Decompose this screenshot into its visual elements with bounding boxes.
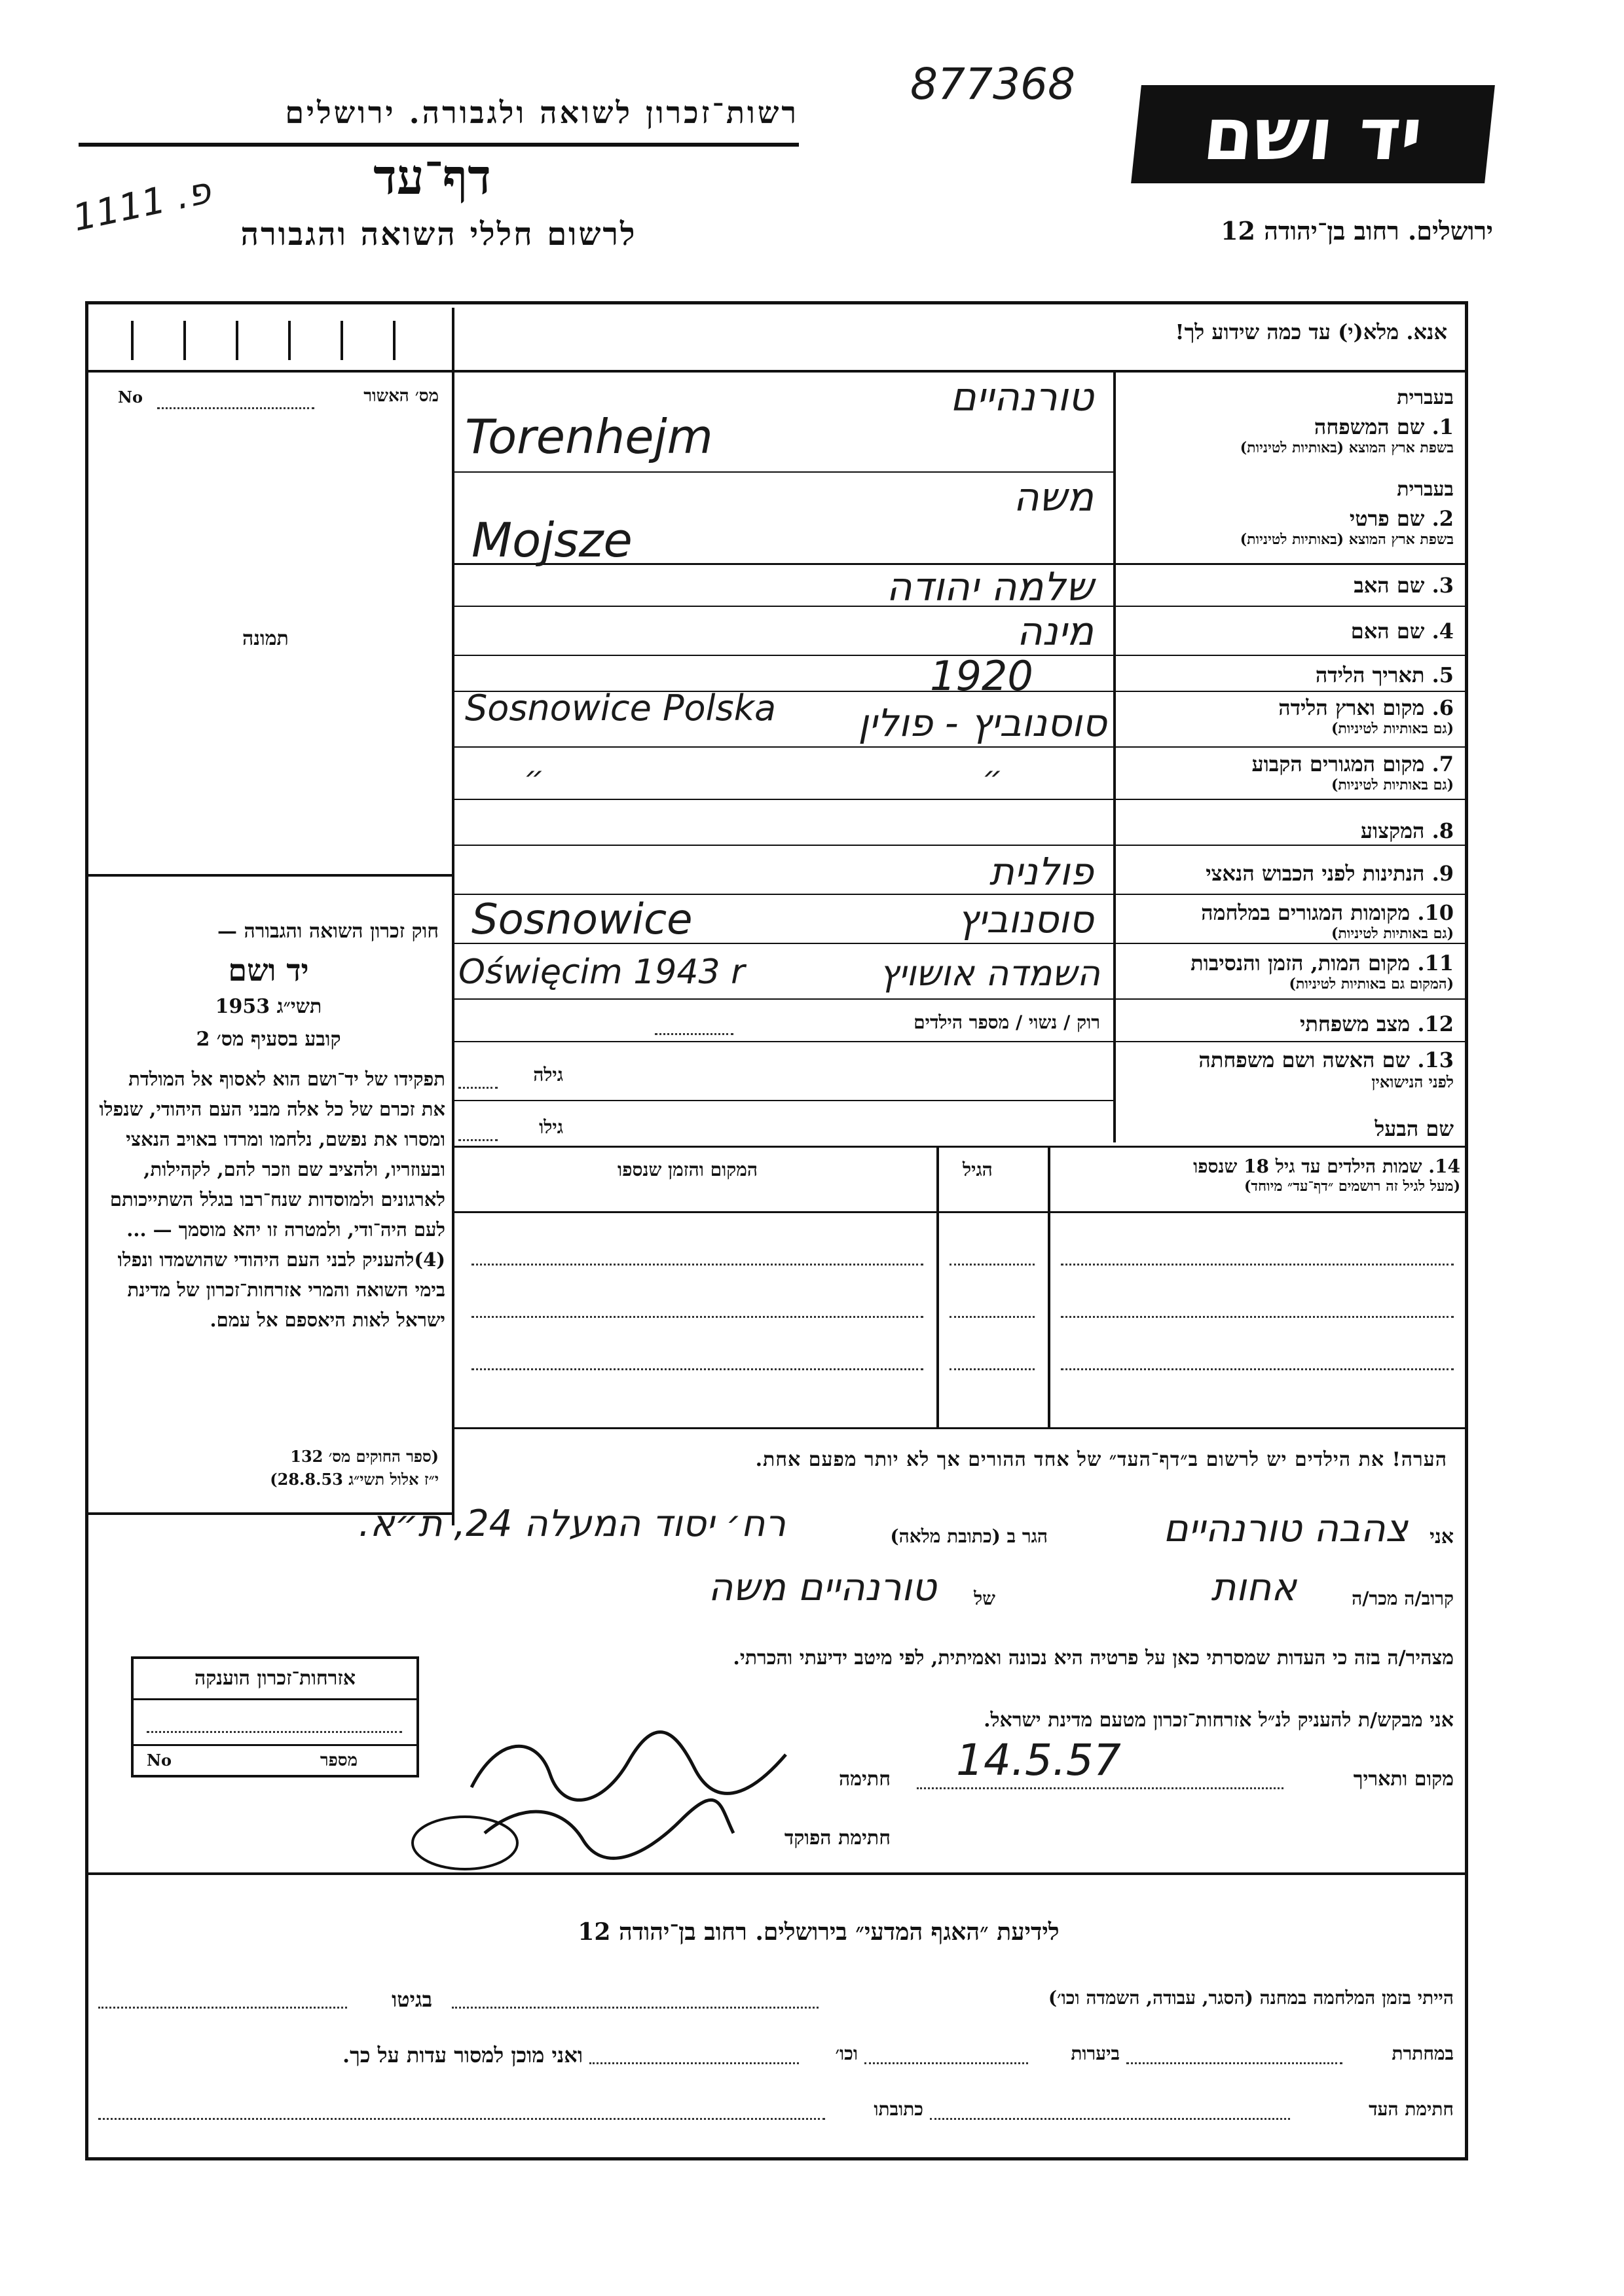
field-11: 11. מקום המות, הזמן והנסיבות (המקום גם באותיות לטיניות) (1190, 951, 1454, 993)
wife-maiden-label: גילה (533, 1064, 563, 1085)
science-line3b: כתובתו (874, 2098, 923, 2120)
decl-of: של (974, 1588, 995, 1609)
science-line2b: ביערות (1071, 2043, 1120, 2064)
citizenship: פולנית (989, 849, 1094, 894)
birth-place-hebrew: סוסנוביץ - פולין (858, 701, 1107, 745)
surname-hebrew: טורנהיים (950, 374, 1094, 420)
cert-no: No (118, 388, 143, 407)
relation-of-name: טורנהיים משה (708, 1565, 936, 1609)
decl-ani: אני (1430, 1525, 1454, 1548)
mother-name: מינה (1016, 609, 1094, 655)
science-title: לידיעת ״האגף המדעי״ בירושלים. רחוב בן־יהודה 12 (578, 1918, 1060, 1946)
first-name-latin: Mojsze (471, 513, 633, 568)
children-place-header: המקום והזמן שנספו (618, 1159, 758, 1180)
science-line1b: בגיטו (392, 1987, 432, 2012)
law-text: תפקידו של יד־ושם הוא לאסוף אל המולדת את זכרם של כל אלה מבני העם היהודי, שנפלו ומסרו את נפשם, נלחמו ומרדו באויב הנאצי ובעוזריו, ולהציב שם וזכר להם, לקהילות, לארגונים ולמוסדות שנח־רבו בגלל השתייכותם לעם היה־ודי, ולמטרה זו יהא מוסמך — ...(4)להעניק לבני העם היהודי שהושמדו ונפלו בימי השואה והמרי אזרחות־זכרון של מדינת ישראל לאות היאספם אל עמם. (99, 1068, 445, 1331)
photo-label: תמונה (242, 627, 289, 650)
decl-relative-label: קרוב/ה מכר/ה (1352, 1588, 1454, 1609)
law-name: יד ושם (228, 953, 309, 988)
archive-number: 877368 (910, 59, 1075, 109)
form-subtitle: לרשום חללי השואה והגבורה (240, 216, 637, 253)
signature-label: חתימה (839, 1768, 891, 1791)
citizenship-no: No (147, 1751, 172, 1770)
yad-vashem-logo (1131, 85, 1495, 183)
husband-label: גילו (539, 1116, 563, 1138)
field-8: 8. המקצוע (1360, 818, 1454, 843)
cert-label: מס׳ האשור (363, 386, 439, 406)
field-6: 6. מקום וארץ הלידה (גם באותיות לטיניות) (1278, 695, 1454, 737)
field-husband: שם הבעל (1375, 1116, 1454, 1141)
citizenship-title: אזרחות־זכרון הוענקה (194, 1667, 356, 1690)
field-13: 13. שם האשה ושם משפחתה לפני הנישואין (1198, 1048, 1454, 1091)
declaration-bottom (88, 1872, 1467, 1875)
decl-statement: מצהיר/ה בזה כי העדות שמסרתי כאן על פרטיה היא נכונה ואמיתית, לפי מיטב ידיעתי והכרתי. (733, 1647, 1454, 1669)
field-7: 7. מקום המגורים הקבוע (גם באותיות לטיניות) (1251, 752, 1454, 793)
death-place-hebrew: השמדה אושויץ (879, 953, 1100, 994)
science-line3a: חתימת העד (1369, 2098, 1454, 2120)
relation: אחות (1211, 1565, 1297, 1609)
children-age-header: הגיל (963, 1159, 993, 1180)
law-year: תשי״ג 1953 (215, 995, 322, 1018)
father-name: שלמה יהודה (886, 564, 1094, 610)
declaration-date: 14.5.57 (956, 1735, 1121, 1785)
residence-latin: ״ (524, 759, 544, 796)
authority-name: רשות־זכרון לשואה ולגבורה. ירושלים (285, 95, 799, 130)
photo-bottom (88, 874, 454, 877)
label-column-border (1113, 370, 1116, 1142)
value-column-left (452, 370, 454, 1149)
wartime-residence-latin: Sosnowice (471, 896, 693, 944)
field-4: 4. שם האם (1350, 619, 1454, 644)
children-header: 14. שמות הילדים עד גיל 18 שנספו (מעל לגיל זה רושמים ״דף־עד״ מיוחד) (1193, 1156, 1460, 1195)
instructions: אנא. מלא(י) עד כמה שידוע לך! (1175, 319, 1447, 344)
address: ירושלים. רחוב בן־יהודה 12 (1221, 216, 1493, 246)
birth-place-latin: Sosnowice Polska (465, 687, 777, 729)
law-title: חוק זכרון השואה והגבורה — (217, 920, 439, 943)
law-source-date: י״ז אלול תשי״ג 28.8.53) (270, 1470, 439, 1489)
top-divider (88, 370, 1467, 373)
tick-row (92, 308, 458, 373)
decl-request: אני מבקש/ת להעניק לנ״ל אזרחות־זכרון מטעם מדינת ישראל. (984, 1709, 1454, 1732)
witness-address: רח׳ יסוד המעלה 24, ת״א. (358, 1503, 786, 1545)
law-clause: קובע בסעיף מס׳ 2 (196, 1028, 341, 1051)
decl-resides: הגר ב (כתובת מלאה) (890, 1525, 1048, 1547)
field-3: 3. שם האב (1354, 573, 1454, 598)
science-line2c: וכו׳ (835, 2043, 858, 2064)
wartime-residence-hebrew: סוסנוביץ (957, 897, 1094, 941)
science-line2a: במחתרת (1392, 2043, 1454, 2064)
residence-hebrew: ״ (982, 759, 1003, 796)
marital-options: רוק / נשוי / מספר הילדים (913, 1011, 1100, 1033)
death-place-latin: Oświęcim 1943 r (458, 953, 745, 992)
header-underline (79, 143, 799, 147)
science-line2d: ואני מוכן למסור עדות על כך. (342, 2043, 583, 2068)
logo-text: יד ושם (1199, 92, 1427, 176)
law-source: (ספר החוקים מס׳ 132 (290, 1447, 439, 1466)
officer-signature (406, 1781, 747, 1872)
birth-year: 1920 (930, 652, 1033, 700)
officer-label: חתימת הפוקד (784, 1827, 891, 1850)
citizenship-box (131, 1656, 419, 1777)
corner-mark: פ. 1111 (69, 169, 215, 240)
field-2: בעברית 2. שם פרטי בשפת ארץ המוצא (באותיות לטיניות) (1240, 478, 1454, 548)
photo-box (92, 373, 453, 871)
citizenship-number-label: מספר (320, 1751, 358, 1770)
field-12: 12. מצב משפחתי (1300, 1011, 1454, 1036)
surname-latin: Torenhejm (465, 409, 713, 464)
place-date-label: מקום ותאריך (1353, 1768, 1454, 1791)
field-10: 10. מקומות המגורים במלחמה (גם באותיות לטיניות) (1201, 900, 1454, 942)
science-line1a: הייתי בזמן המלחמה במחנה (הסגר, עבודה, השמדה וכו׳) (1048, 1987, 1454, 2009)
form-title: דף־עד (373, 149, 491, 206)
witness-name: צהבה טורנהיים (1163, 1506, 1408, 1550)
first-name-hebrew: משה (1013, 475, 1094, 520)
field-5: 5. תאריך הלידה (1315, 663, 1454, 687)
field-9: 9. הנתינות לפני הכבוש הנאצי (1206, 861, 1454, 886)
field-1: בעברית 1. שם המשפחה בשפת ארץ המוצא (באותיות לטיניות) (1240, 386, 1454, 456)
children-note: הערה! את הילדים יש לרשום ב״דף־העד״ של אחד ההורים אך לא יותר מפעם אחת. (755, 1448, 1447, 1471)
